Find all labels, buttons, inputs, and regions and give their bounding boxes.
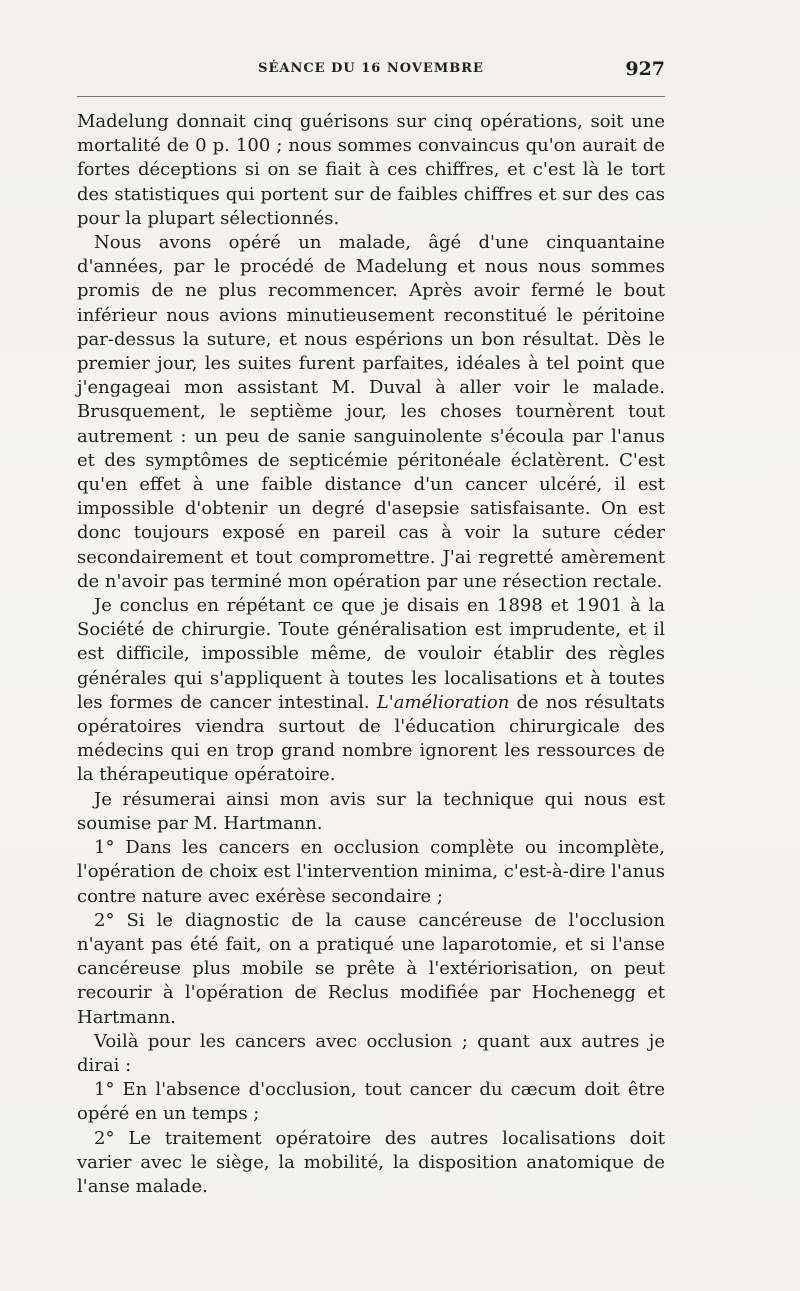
paragraph-3-italic: L'amélioration: [376, 691, 510, 713]
paragraph-8: 1° En l'absence d'occlusion, tout cancer du cæcum doit être opéré en un temps ;: [77, 1079, 665, 1125]
page-header: [77, 58, 665, 82]
paragraph-4: Je résumerai ainsi mon avis sur la technique qui nous est soumise par M. Hartmann.: [77, 788, 665, 834]
paragraph-6: 2° Si le diagnostic de la cause cancéreuse de l'occlusion n'ayant pas été fait, on a pratiqué une laparotomie, et si l'anse cancéreuse plus mobile se prête à l'extériorisation, on peut recourir à l'opération de Reclus modifiée par Hochenegg et Hartmann.: [77, 909, 665, 1028]
paragraph-3-text-after: de nos résultats opératoires viendra surtout de l'éducation chirurgicale des médecins qui en trop grand nombre ignorent les ressources de la thérapeutique opératoire.: [77, 691, 665, 786]
paragraph-3: [77, 594, 665, 788]
paragraph-1: Madelung donnait cinq guérisons sur cinq opérations, soit une mortalité de 0 p. 100 ; nous sommes convaincus qu'on aurait de fortes déceptions si on se fiait à ces chiffres, et c'est là le tort des statistiques qui portent sur de faibles chiffres et sur des cas pour la plupart sélectionnés.: [77, 111, 665, 229]
running-title: SÉANCE DU 16 NOVEMBRE: [258, 61, 484, 76]
paragraph-3-text-before: Je conclus en répétant ce que je disais en 1898 et 1901 à la Société de chirurgie. Toute généralisation est imprudente, et il est difficile, impossible même, de vouloir établir des règles générales qui s'appliquent à toutes les localisations et à toutes les formes de cancer intestinal.: [77, 595, 665, 713]
page-number: 927: [625, 58, 665, 80]
paragraph-7: Voilà pour les cancers avec occlusion ; quant aux autres je dirai :: [77, 1030, 665, 1076]
paragraph-2: Nous avons opéré un malade, âgé d'une cinquantaine d'années, par le procédé de Madelung et nous nous sommes promis de ne plus recommencer. Après avoir fermé le bout inférieur nous avions minutieusement reconstitué le péritoine par-dessus la suture, et nous espérions un bon résultat. Dès le premier jour, les suites furent parfaites, idéales à tel point que j'engageai mon assistant M. Duval à aller voir le malade. Brusquement, le septième jour, les choses tournèrent tout autrement : un peu de sanie sanguinolente s'écoula par l'anus et des symptômes de septicémie péritonéale éclatèrent. C'est qu'en effet à une faible distance d'un cancer ulcéré, il est impossible d'obtenir un degré d'asepsie satisfaisante. On est donc toujours exposé en pareil cas à voir la suture céder secondairement et tout compromettre. J'ai regretté amèrement de n'avoir pas terminé mon opération par une résection rectale.: [77, 232, 665, 592]
paragraph-5: 1° Dans les cancers en occlusion complète ou incomplète, l'opération de choix est l'intervention minima, c'est-à-dire l'anus contre nature avec exérèse secondaire ;: [77, 837, 665, 907]
header-rule: [77, 96, 665, 97]
body-text: [77, 110, 665, 1199]
paragraph-9: 2° Le traitement opératoire des autres localisations doit varier avec le siège, la mobilité, la disposition anatomique de l'anse malade.: [77, 1127, 665, 1197]
